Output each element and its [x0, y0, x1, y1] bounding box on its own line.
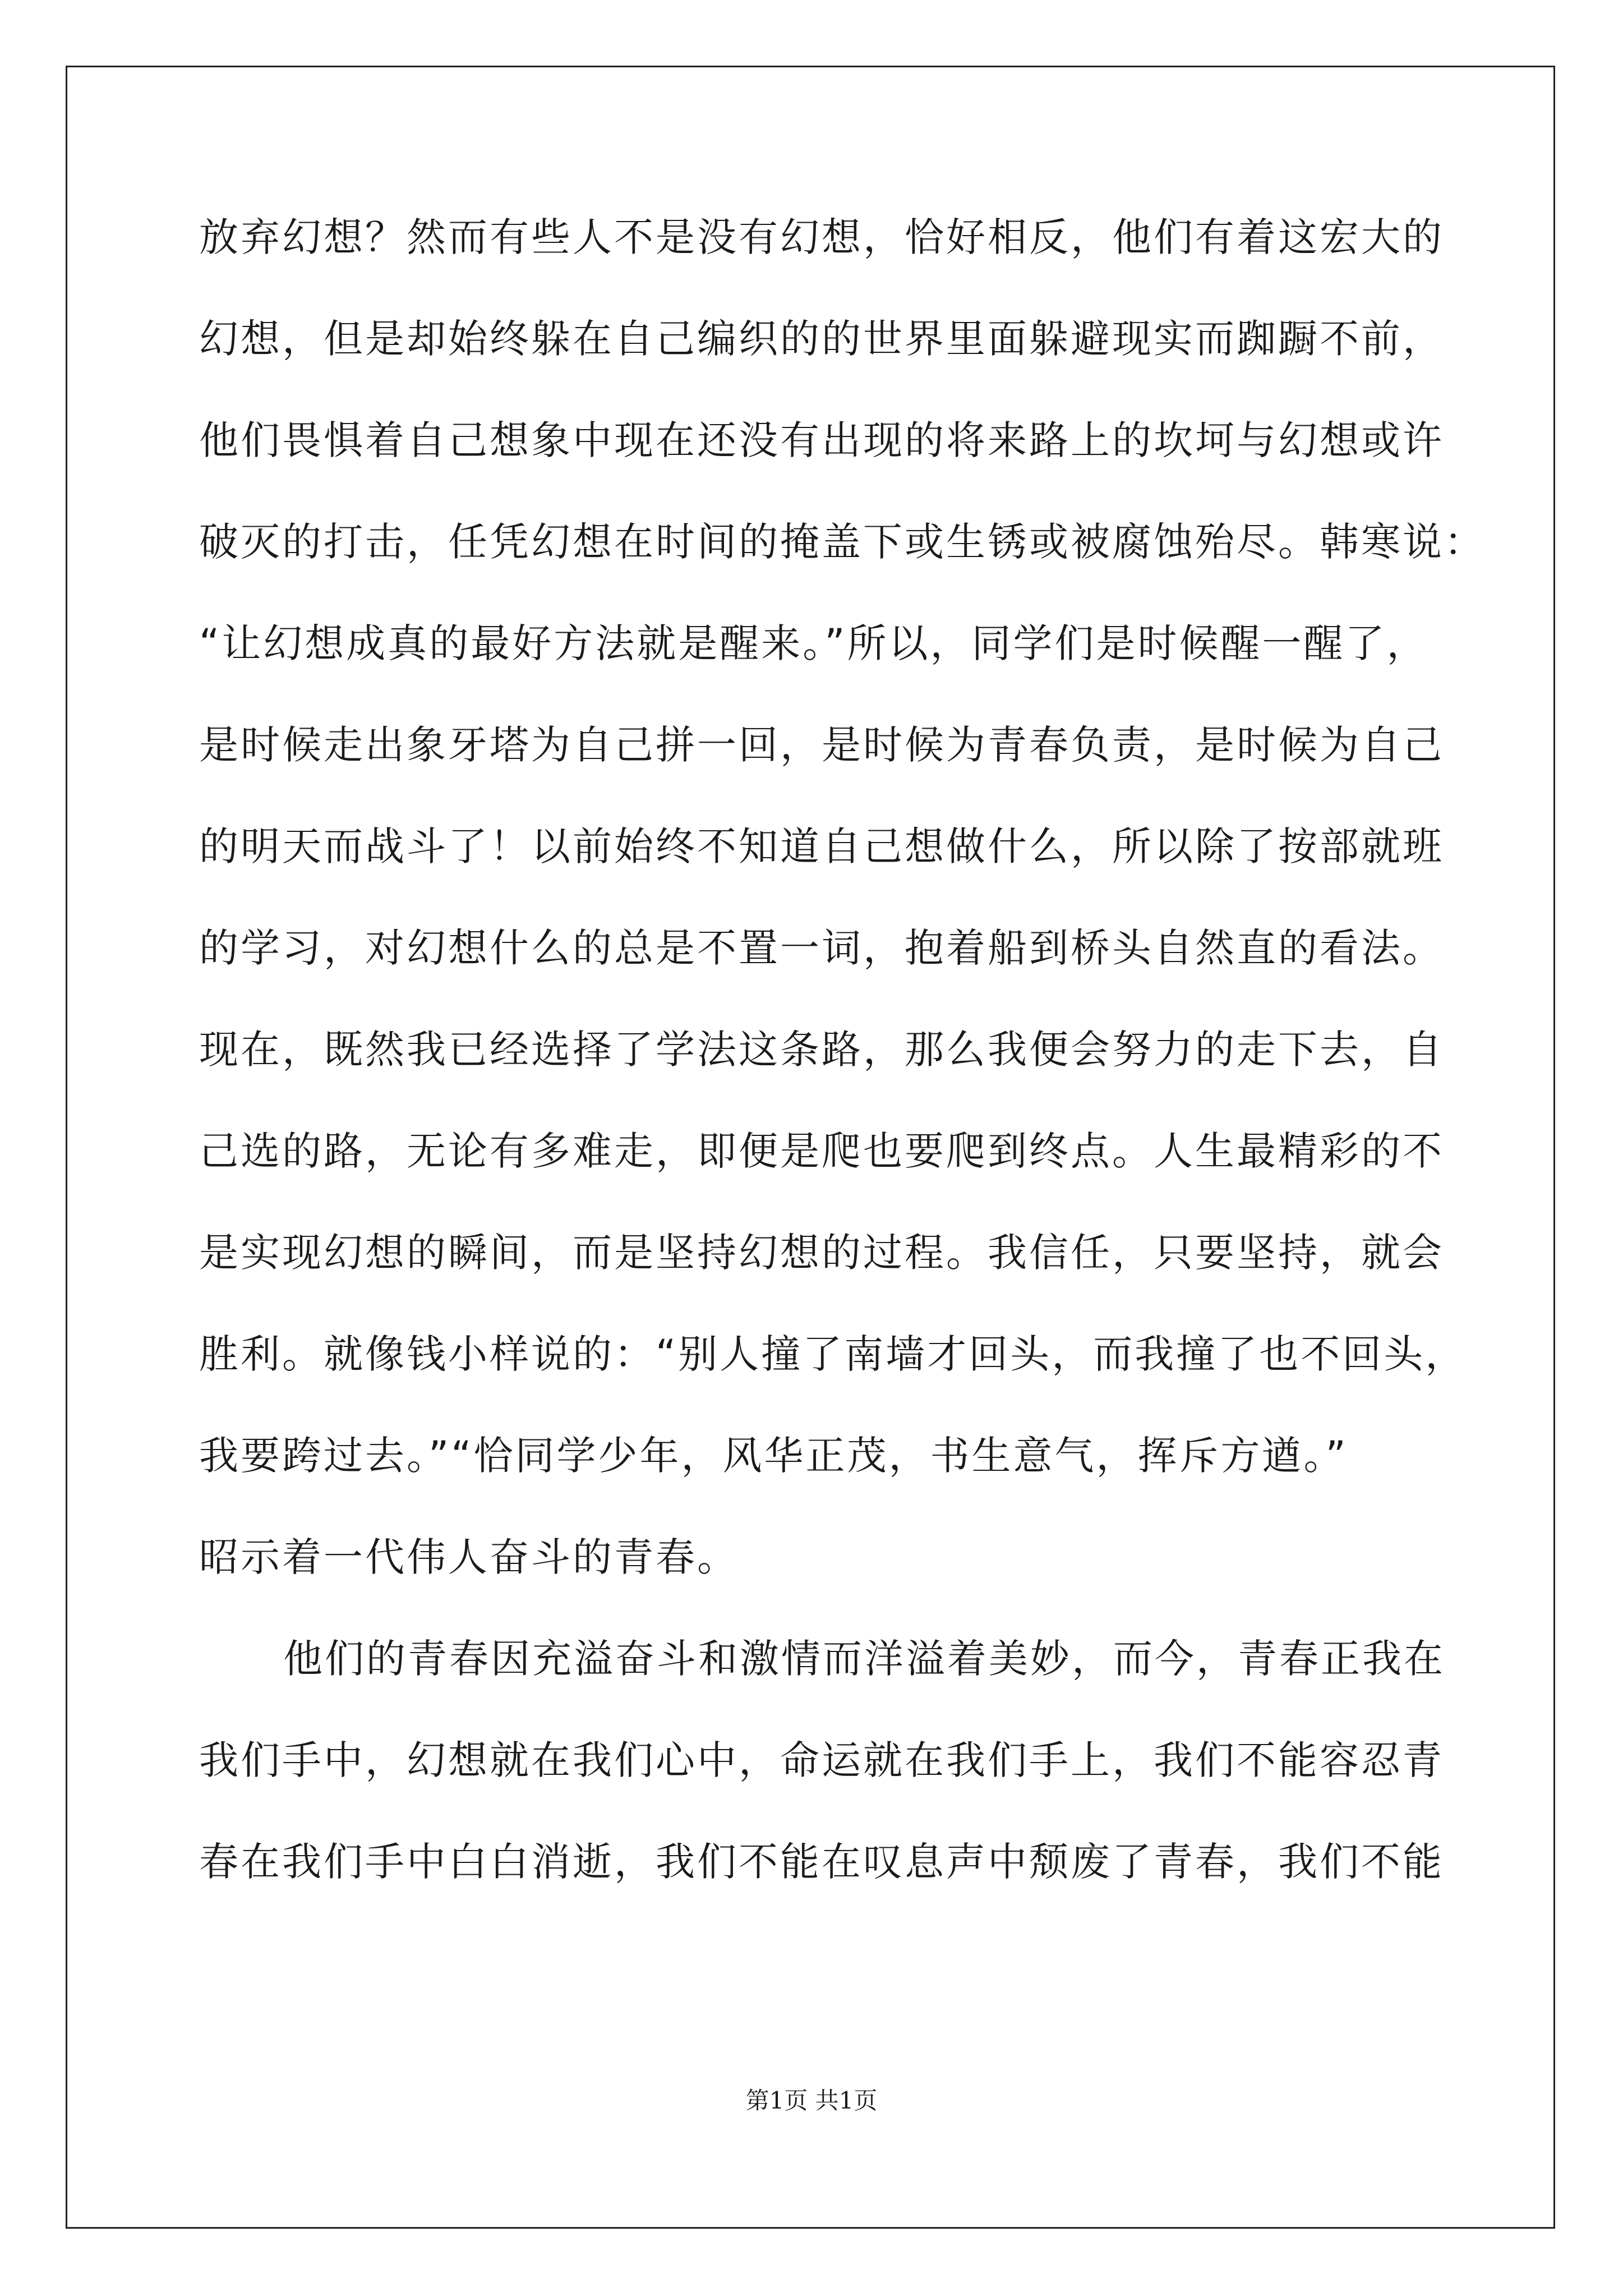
text-line-11: 是实现幻想的瞬间，而是坚持幻想的过程。我信任，只要坚持，就会 — [199, 1230, 1444, 1276]
text-line-8: 的学习，对幻想什么的总是不置一词，抱着船到桥头自然直的看法。 — [199, 925, 1444, 971]
text-line-12: 胜利。就像钱小样说的：“别人撞了南墙才回头，而我撞了也不回头， — [199, 1331, 1467, 1377]
text-line-5: “让幻想成真的最好方法就是醒来。”所以，同学们是时候醒一醒了， — [199, 620, 1428, 666]
text-line-17: 春在我们手中白白消逝，我们不能在叹息声中颓废了青春，我们不能 — [199, 1839, 1444, 1885]
page-number-footer: 第1页 共1页 — [745, 2087, 878, 2114]
text-line-4: 破灭的打击，任凭幻想在时间的掩盖下或生锈或被腐蚀殆尽。韩寒说： — [199, 519, 1486, 565]
text-line-13: 我要跨过去。”“恰同学少年，风华正茂，书生意气，挥斥方遒。” — [199, 1433, 1348, 1479]
text-line-6: 是时候走出象牙塔为自己拼一回，是时候为青春负责，是时候为自己 — [199, 722, 1444, 768]
text-line-3: 他们畏惧着自己想象中现在还没有出现的将来路上的坎坷与幻想或许 — [199, 417, 1444, 463]
text-line-14: 昭示着一代伟人奋斗的青春。 — [199, 1534, 739, 1580]
text-line-9: 现在，既然我已经选择了学法这条路，那么我便会努力的走下去，自 — [199, 1027, 1444, 1073]
text-line-1: 放弃幻想？然而有些人不是没有幻想，恰好相反，他们有着这宏大的 — [199, 214, 1444, 260]
document-body — [199, 214, 1486, 1944]
text-line-7: 的明天而战斗了！以前始终不知道自己想做什么，所以除了按部就班 — [199, 823, 1444, 869]
text-line-2: 幻想，但是却始终躲在自己编织的的世界里面躲避现实而踟蹰不前， — [199, 316, 1444, 362]
text-line-10: 己选的路，无论有多难走，即便是爬也要爬到终点。人生最精彩的不 — [199, 1128, 1444, 1174]
text-line-15: 他们的青春因充溢奋斗和激情而洋溢着美妙，而今，青春正我在 — [283, 1636, 1445, 1682]
text-line-16: 我们手中，幻想就在我们心中，命运就在我们手上，我们不能容忍青 — [199, 1737, 1444, 1783]
